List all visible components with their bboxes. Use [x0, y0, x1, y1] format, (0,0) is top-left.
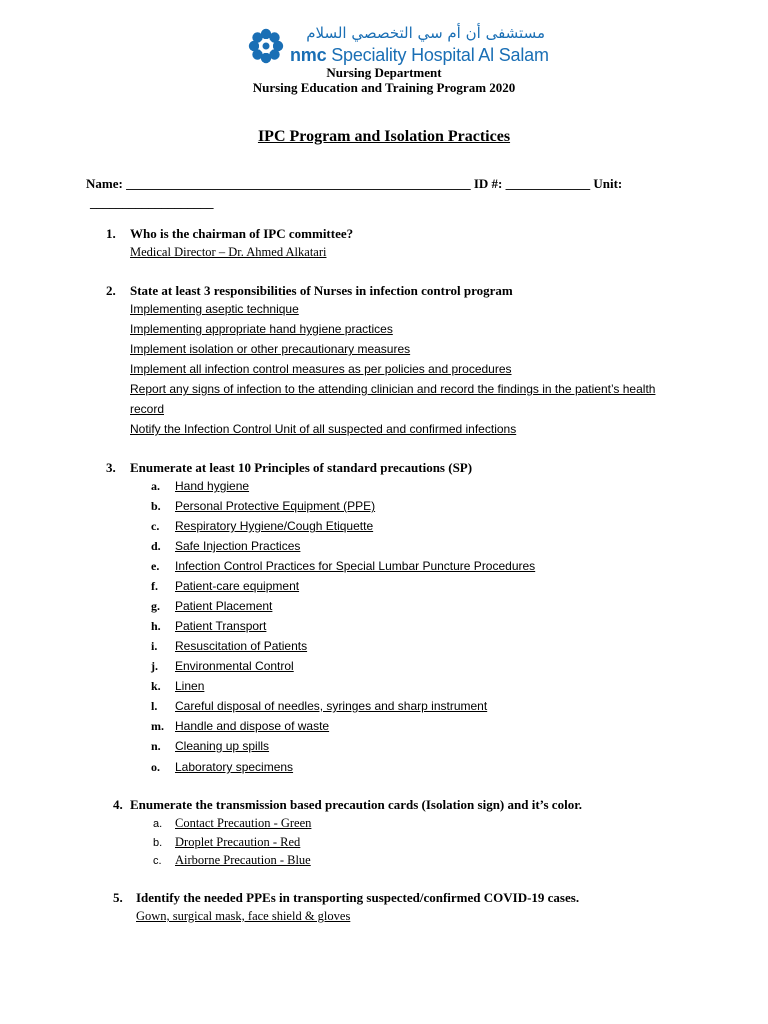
list-letter: i. [151, 639, 158, 653]
list-letter: g. [151, 599, 160, 613]
flower-logo-icon [248, 28, 284, 64]
list-item: Respiratory Hygiene/Cough Etiquette [175, 519, 374, 533]
list-letter: b. [153, 837, 163, 849]
list-item: Safe Injection Practices [175, 539, 301, 553]
logo-english-text [290, 45, 549, 66]
list-letter: j. [151, 659, 158, 673]
answer-2-line: Notify the Infection Control Unit of all suspected and confirmed infections [130, 422, 517, 436]
hospital-logo [246, 24, 549, 68]
list-letter: h. [151, 619, 161, 633]
list-item: Careful disposal of needles, syringes and sharp instrument [175, 699, 488, 713]
list-letter: a. [153, 818, 163, 830]
logo-hospital-name: Speciality Hospital Al Salam [331, 45, 549, 65]
list-item: Resuscitation of Patients [175, 639, 308, 653]
list-item: Linen [175, 679, 205, 693]
question-1-text: Who is the chairman of IPC committee? [130, 226, 354, 241]
program-heading: Nursing Education and Training Program 2020 [252, 80, 516, 95]
question-3-text: Enumerate at least 10 Principles of standard precautions (SP) [130, 460, 473, 475]
answer-2-line: Implementing appropriate hand hygiene practices [130, 322, 393, 336]
list-item: Contact Precaution - Green [175, 816, 312, 830]
list-item: Patient-care equipment [175, 579, 300, 593]
logo-brand: nmc [290, 45, 327, 65]
logo-arabic-text: مستشفى أن أم سي التخصصي السلام [306, 24, 545, 42]
list-letter: m. [151, 719, 164, 733]
list-letter: a. [151, 479, 160, 493]
list-letter: l. [151, 699, 158, 713]
list-letter: k. [151, 679, 161, 693]
list-letter: n. [151, 739, 161, 753]
question-1 [106, 226, 116, 242]
list-item: Personal Protective Equipment (PPE) [175, 499, 376, 513]
list-item: Environmental Control [175, 659, 294, 673]
list-letter: f. [151, 579, 158, 593]
answer-1: Medical Director – Dr. Ahmed Alkatari [130, 245, 327, 259]
answer-5: Gown, surgical mask, face shield & gloves [136, 909, 351, 923]
question-4-text: Enumerate the transmission based precaution cards (Isolation sign) and it’s color. [130, 797, 583, 812]
list-item: Laboratory specimens [175, 760, 294, 774]
list-letter: b. [151, 499, 161, 513]
list-item: Patient Placement [175, 599, 273, 613]
answer-2-line: record [130, 402, 165, 416]
answer-2-line: Report any signs of infection to the attending clinician and record the findings in the patient’s health [130, 382, 656, 396]
list-item: Hand hygiene [175, 479, 250, 493]
answer-2-line: Implement isolation or other precautionary measures [130, 342, 411, 356]
name-id-unit-fields[interactable]: Name: _____________________________________________________ ID #: _____________ Unit: [86, 176, 623, 191]
question-2-text: State at least 3 responsibilities of Nurses in infection control program [130, 283, 513, 298]
list-item: Infection Control Practices for Special Lumbar Puncture Procedures [175, 559, 536, 573]
question-5-number: 5. [113, 890, 123, 905]
question-3-number: 3. [106, 460, 116, 475]
list-letter: e. [151, 559, 160, 573]
list-letter: c. [153, 855, 162, 867]
question-5-text: Identify the needed PPEs in transporting suspected/confirmed COVID-19 cases. [136, 890, 580, 905]
question-number: 1. [106, 226, 116, 241]
question-4-number: 4. [113, 797, 123, 812]
list-letter: o. [151, 760, 160, 774]
list-letter: d. [151, 539, 161, 553]
question-2-number: 2. [106, 283, 116, 298]
document-title: IPC Program and Isolation Practices [257, 128, 511, 145]
unit-field-continuation[interactable]: ___________________ [90, 195, 214, 210]
list-item: Airborne Precaution - Blue [175, 853, 311, 867]
list-letter: c. [151, 519, 160, 533]
list-item: Droplet Precaution - Red [175, 835, 301, 849]
answer-2-line: Implement all infection control measures as per policies and procedures [130, 362, 512, 376]
list-item: Handle and dispose of waste [175, 719, 330, 733]
answer-2-line: Implementing aseptic technique [130, 302, 299, 316]
list-item: Cleaning up spills [175, 739, 270, 753]
department-heading: Nursing Department [326, 65, 442, 80]
list-item: Patient Transport [175, 619, 267, 633]
